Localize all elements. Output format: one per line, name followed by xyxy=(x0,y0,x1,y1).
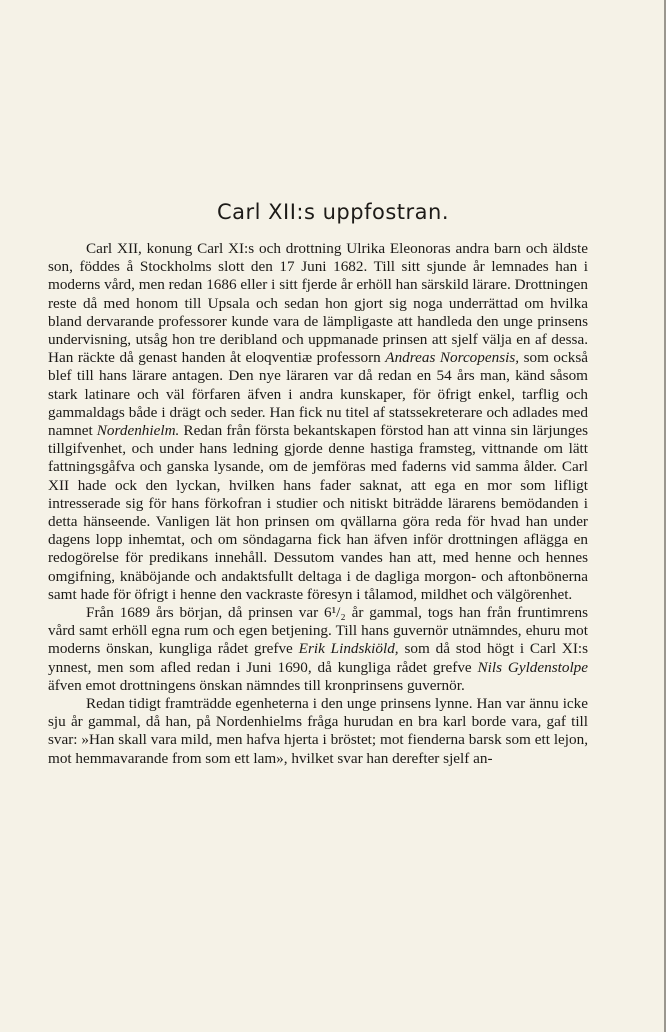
paragraph-2-part-1: Från 1689 års början, då prinsen var 6 xyxy=(86,604,332,622)
paragraph-3 xyxy=(48,695,588,768)
chapter-title: Carl XII:s uppfostran. xyxy=(216,200,449,224)
paragraph-2-part-3: som då stod högt i Carl XI:s ynnest, men som afled redan i Juni 1690, då kungliga rådet grefve xyxy=(48,640,589,676)
name-gyldenstolpe: Nils Gyldenstolpe xyxy=(477,658,588,676)
paragraph-1-part-2: som också blef till hans lärare antagen. Den nye läraren var då redan en 54 års man, känd såsom stark latinare och väl förfaren äfven i andra kunskaper, för öfrigt enkel, tarflig och gammaldags både i drägt och seder. Han fick nu titel af statssekreterare och adlades med namnet xyxy=(48,349,588,440)
paragraph-1 xyxy=(48,240,588,604)
body-text xyxy=(48,240,588,768)
fraction: ¹/₂ xyxy=(331,604,346,622)
name-lindskiold: Erik Lindskiöld, xyxy=(298,640,399,658)
paragraph-1-part-3: Redan från första bekantskapen förstod han att vinna sin lärjunges tillgifvenhet, och under hans ledning gjorde denne hastiga framsteg, vittnande om lätt fattningsgåfva och ganska lysande, om de jemföras med faderns vid samma ålder. Carl XII hade ock den lyckan, hvilken hans fader saknat, att ega en mor som lifligt intresserade sig för hans förkofran i studier och nitiskt biträdde lärarens bemödanden i detta hänseende. Vanligen lät hon prinsen om qvällarna göra reda för hvad han under dagens lopp inhemtat, och om söndagarna fick han äfven inför drottningen aflägga en redogörelse för predikans innehåll. Dessutom vandes han att, med henne och hennes omgifning, knäböjande och andaktsfullt deltaga i de dagliga morgon- och aftonbönerna samt hade för öfrigt i henne den vackraste föresyn i tålamod, mildhet och välgörenhet. xyxy=(48,422,588,603)
paragraph-3-part-1: Redan tidigt framträdde egenheterna i den unge prinsens lynne. Han var ännu icke sju år gammal, då han, på Nordenhielms fråga hurudan en bra karl borde vara, gaf till svar: »Han skall vara mild, men hafva hjerta i bröstet; mot fienderna barsk som ett lejon, mot hemmavarande from som ett lam», hvilket svar han derefter sjelf an- xyxy=(48,695,588,767)
name-norcopensis: Andreas Norcopensis, xyxy=(385,349,520,367)
paragraph-2-part-4: äfven emot drottningens önskan nämndes till kronprinsens guvernör. xyxy=(48,676,465,694)
paragraph-2 xyxy=(48,604,588,695)
paragraph-1-part-1: Carl XII, konung Carl XI:s och drottning Ulrika Eleonoras andra barn och äldste son, föddes å Stockholms slott den 17 Juni 1682. Till sitt sjunde år lemnades han i moderns vård, men redan 1686 eller i sitt fjerde år erhöll han särskild lärare. Drottningen reste då med honom till Upsala och sedan hon gjort sig noga underrättad om hvilka bland dervarande professorer kunde vara de lämpligaste att handleda den unge prinsens undervisning, utsåg hon tre deribland och uppmanade prinsen att sjelf välja en af dessa. Han räckte då genast handen åt eloqventiæ professorn xyxy=(48,240,588,367)
paragraph-2-part-2: år gammal, togs han från fruntimrens vård samt erhöll egna rum och egen betjening. Till hans guvernör utnämndes, ehuru mot moderns önskan, kungliga rådet grefve xyxy=(48,604,588,658)
name-nordenhielm: Nordenhielm. xyxy=(96,422,180,440)
